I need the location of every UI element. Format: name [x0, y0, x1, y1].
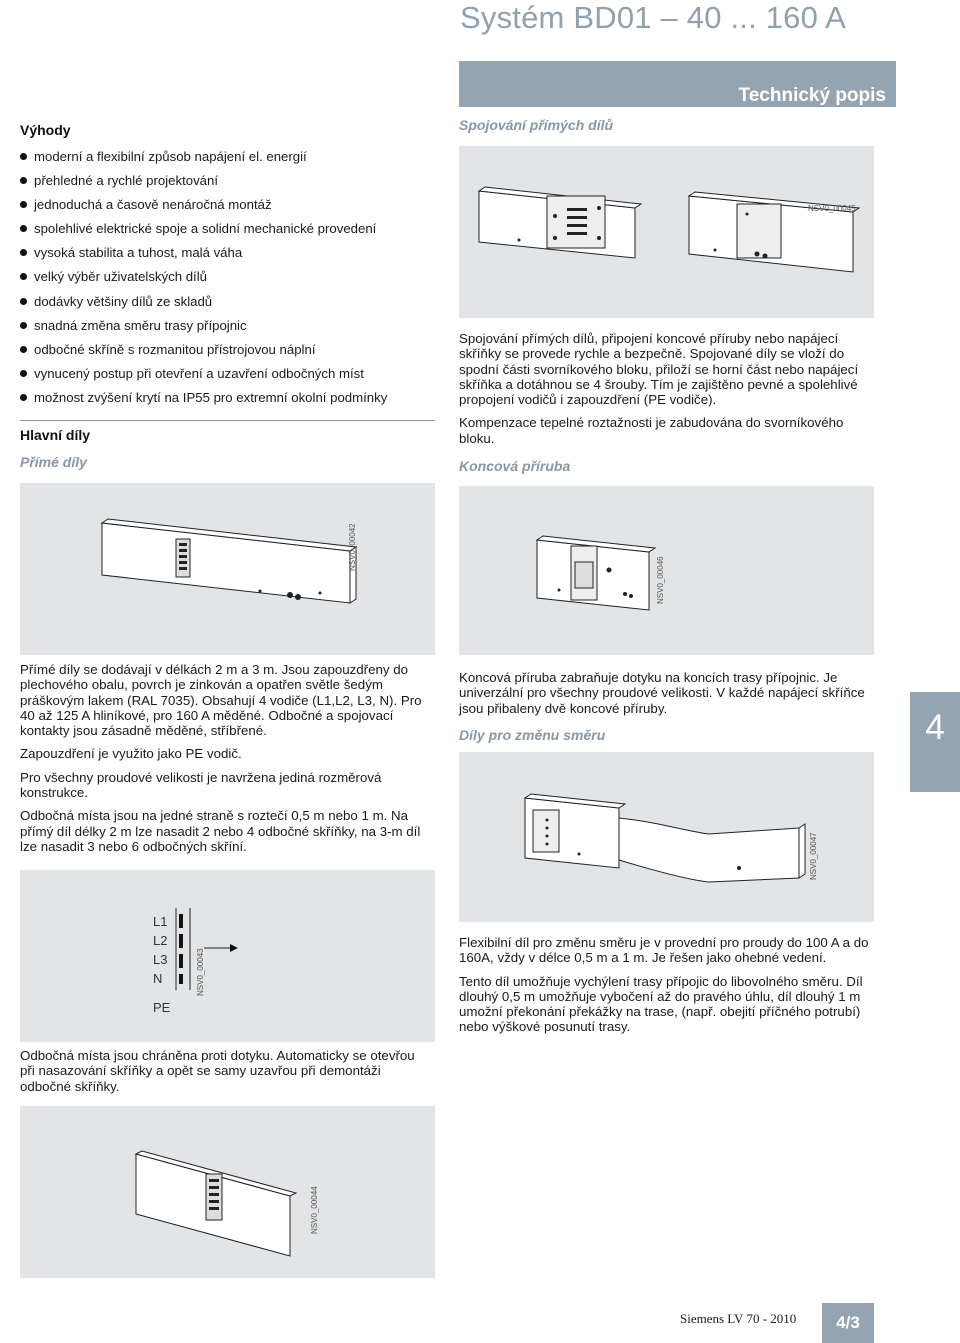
advantage-item: možnost zvýšení krytí na IP55 pro extremní okolní podmínky	[19, 390, 439, 414]
advantage-item: přehledné a rychlé projektování	[19, 173, 439, 197]
straight-part-drawing	[20, 483, 435, 655]
section-banner	[459, 61, 896, 107]
divider	[20, 420, 435, 421]
figure-code: NSV0_00043	[196, 948, 205, 996]
conductor-drawing	[20, 870, 435, 1042]
joining-text	[459, 331, 879, 454]
direction-text	[459, 935, 879, 1043]
advantages-list	[19, 149, 439, 414]
endflange-paragraph: Koncová příruba zabraňuje dotyku na koncích trasy přípojnic. Je univerzální pro všechny proudové velikosti. V každé napájecí skříňce jsou přibaleny dvě koncové příruby.	[459, 670, 865, 716]
straight-parts-heading: Přímé díly	[20, 454, 87, 470]
straight-text	[20, 662, 435, 862]
tapoff-paragraph: Odbočná místa jsou chráněna proti dotyku. Automaticky se otevřou při nasazování skříňky a opět se samy uzavřou při demontáži odbočné skříňky.	[20, 1048, 415, 1094]
direction-figure	[459, 752, 874, 922]
endflange-drawing	[459, 486, 874, 655]
joining-figure	[459, 146, 874, 318]
conductor-label: L1	[153, 914, 168, 929]
paragraph: Odbočná místa jsou na jedné straně s roztečí 0,5 m nebo 1 m. Na přímý díl délky 2 m lze nasadit 2 nebo 4 odbočné skříňky, na 3-m díl lze nasadit 3 nebo 6 odbočných skříní.	[20, 808, 421, 854]
paragraph: Kompenzace tepelné roztažnosti je zabudována do svorníkového bloku.	[459, 415, 844, 446]
advantage-item: vysoká stabilita a tuhost, malá váha	[19, 245, 439, 269]
footer-catalog: Siemens LV 70 - 2010	[680, 1311, 797, 1326]
advantage-item: dodávky většiny dílů ze skladů	[19, 294, 439, 318]
direction-heading: Díly pro změnu směru	[459, 727, 606, 743]
chapter-number: 4	[925, 708, 945, 747]
paragraph: Flexibilní díl pro změnu směru je v provední pro proudy do 100 A a do 160A, vždy v délce 0,5 m a 1 m. Je řešen jako ohebné vedení.	[459, 935, 869, 966]
tapoff-figure	[20, 1106, 435, 1278]
figure-code: NSV0_00045	[808, 204, 856, 213]
section-label: Technický popis	[738, 85, 886, 106]
paragraph: Přímé díly se dodávají v délkách 2 m a 3 m. Jsou zapouzdřeny do plechového obalu, povrch je zinkován a opatřen světle šedým práškovým lakem (RAL 7035). Obsahují 4 vodiče (L1,L2, L3, N). Pro 40 až 125 A hliníkové, pro 160 A měděné. Odbočné a spojovací kontakty jsou zásadně měděné, stříbřené.	[20, 662, 422, 739]
advantage-item: jednoduchá a časově nenáročná montáž	[19, 197, 439, 221]
endflange-heading: Koncová příruba	[459, 458, 571, 474]
advantage-item: spolehlivé elektrické spoje a solidní mechanické provedení	[19, 221, 439, 245]
conductor-label: L3	[153, 952, 168, 967]
page-title: Systém BD01 – 40 ... 160 A	[460, 0, 847, 35]
paragraph: Pro všechny proudové velikosti je navržena jediná rozměrová konstrukce.	[20, 769, 382, 801]
conductor-label: PE	[153, 1000, 171, 1015]
paragraph: Tento díl umožňuje vychýlení trasy přípojic do libovolného směru. Díl dlouhý 0,5 m umožňuje vybočení až do pravého úhlu, díl dlouhý 1 m umožní překonání překážky na trase, (např. obejití příčného potrubí) nebo výškové posunutí trasy.	[459, 973, 863, 1035]
main-parts-heading: Hlavní díly	[20, 427, 91, 443]
advantage-item: odbočné skříně s rozmanitou přístrojovou náplní	[19, 342, 439, 366]
figure-code: NSV0_00047	[809, 832, 818, 880]
figure-code: NSV0_00046	[656, 556, 665, 604]
conductor-label: N	[153, 971, 163, 986]
joining-drawing	[459, 146, 874, 318]
figure-code: NSV0_00042	[348, 523, 357, 571]
conductor-figure	[20, 870, 435, 1042]
paragraph: Spojování přímých dílů, připojení koncové příruby nebo napájecí skříňky se provede rychle a bezpečně. Spojované díly se vloží do spodní části svorníkového bloku, přiloží se horní část nebo napájecí skříňka a dotáhnou se 4 šrouby. Tím je zajištěno pevné a spolehlivé propojení vodičů i zapouzdření (PE vodiče).	[459, 331, 859, 408]
straight-part-figure	[20, 483, 435, 655]
advantage-item: snadná změna směru trasy přípojnic	[19, 318, 439, 342]
paragraph: Zapouzdření je využito jako PE vodič.	[20, 746, 242, 762]
advantages-heading: Výhody	[20, 122, 71, 138]
joining-heading: Spojování přímých dílů	[459, 117, 614, 133]
endflange-figure	[459, 486, 874, 655]
page-number-box	[822, 1303, 874, 1343]
advantage-item: vynucený postup při otevření a uzavření odbočných míst	[19, 366, 439, 390]
page-number: 4/3	[836, 1313, 860, 1332]
chapter-tab	[910, 692, 960, 792]
advantage-item: moderní a flexibilní způsob napájení el. energií	[19, 149, 439, 173]
figure-code: NSV0_00044	[310, 1186, 319, 1234]
advantage-item: velký výběr uživatelských dílů	[19, 269, 439, 293]
tapoff-drawing	[20, 1106, 435, 1278]
conductor-label: L2	[153, 933, 168, 948]
